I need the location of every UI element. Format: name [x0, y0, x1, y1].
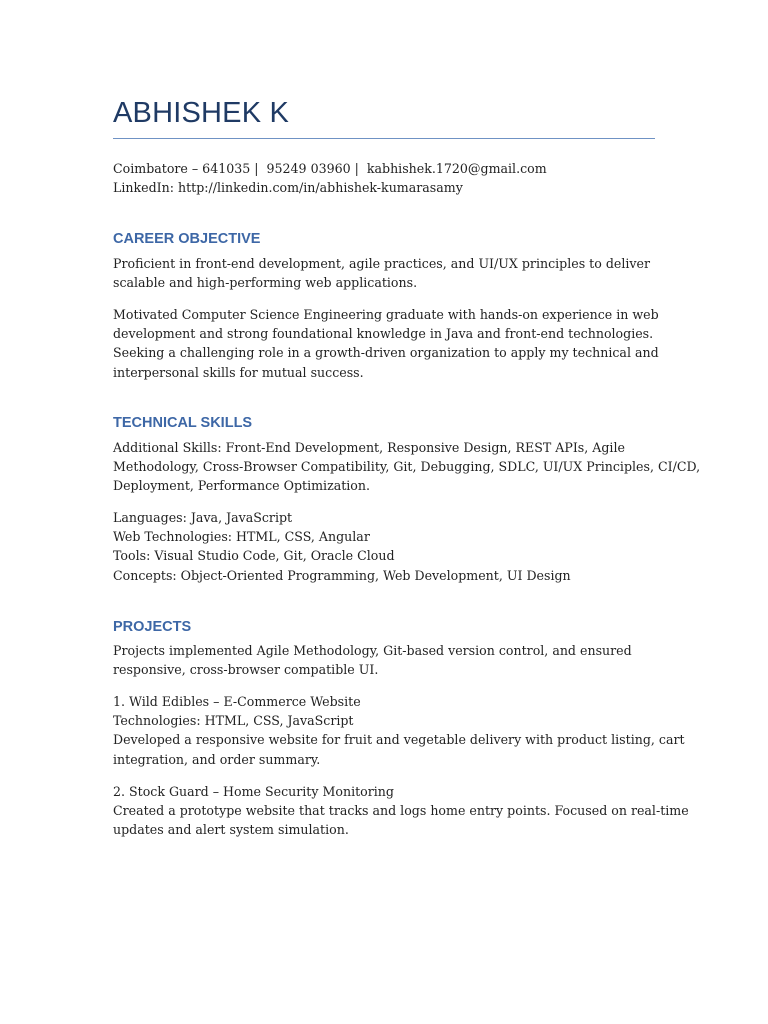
project-description-line: Developed a responsive website for fruit and vegetable delivery with product listing, cart: [113, 732, 685, 748]
project-description-line: updates and alert system simulation.: [113, 822, 349, 838]
section-heading-technical-skills: TECHNICAL SKILLS: [113, 415, 253, 431]
career-objective-paragraph-1: [113, 254, 673, 292]
project-stock-guard: [113, 782, 689, 840]
project-title: 1. Wild Edibles – E-Commerce Website: [113, 694, 361, 709]
project-title: 2. Stock Guard – Home Security Monitoring: [113, 784, 394, 799]
skill-web-technologies: Web Technologies: HTML, CSS, Angular: [113, 529, 370, 545]
text-line: Motivated Computer Science Engineering graduate with hands-on experience in web: [113, 307, 659, 322]
additional-skills: [113, 438, 701, 496]
section-heading-career-objective: CAREER OBJECTIVE: [113, 231, 261, 247]
skill-tools: Tools: Visual Studio Code, Git, Oracle Cloud: [113, 548, 395, 564]
contact-location: Coimbatore – 641035 |: [113, 161, 259, 176]
text-line: development and strong foundational knowledge in Java and front-end technologies.: [113, 326, 654, 342]
contact-line: [113, 159, 673, 178]
project-wild-edibles: [113, 692, 685, 769]
skill-concepts: Concepts: Object-Oriented Programming, Web Development, UI Design: [113, 567, 571, 583]
section-heading-projects: PROJECTS: [113, 619, 192, 635]
project-description-line: Created a prototype website that tracks and logs home entry points. Focused on real-time: [113, 803, 689, 819]
project-technologies: Technologies: HTML, CSS, JavaScript: [113, 713, 354, 729]
text-line: Deployment, Performance Optimization.: [113, 478, 370, 494]
header-divider: [113, 138, 655, 139]
text-line: Seeking a challenging role in a growth-driven organization to apply my technical and: [113, 345, 659, 361]
career-objective-paragraph-2: [113, 305, 673, 382]
text-line: Projects implemented Agile Methodology, Git-based version control, and ensured: [113, 643, 632, 658]
text-line: Methodology, Cross-Browser Compatibility, Git, Debugging, SDLC, UI/UX Principles, CI/CD,: [113, 459, 701, 475]
text-line: interpersonal skills for mutual success.: [113, 364, 364, 380]
skills-list: [113, 508, 673, 585]
contact-email[interactable]: kabhishek.1720@gmail.com: [366, 161, 547, 176]
contact-block: [113, 159, 673, 197]
text-line: Proficient in front-end development, agile practices, and UI/UX principles to deliver: [113, 256, 650, 271]
projects-intro: [113, 641, 673, 679]
candidate-name: ABHISHEK K: [113, 97, 290, 129]
skill-languages: Languages: Java, JavaScript: [113, 510, 293, 525]
text-line: responsive, cross-browser compatible UI.: [113, 662, 379, 678]
text-line: scalable and high-performing web applications.: [113, 275, 418, 291]
contact-phone: 95249 03960 |: [266, 161, 359, 176]
text-line: Additional Skills: Front-End Development, Responsive Design, REST APIs, Agile: [113, 440, 625, 455]
project-description-line: integration, and order summary.: [113, 751, 321, 767]
contact-linkedin[interactable]: LinkedIn: http://linkedin.com/in/abhishek-kumarasamy: [113, 180, 463, 196]
